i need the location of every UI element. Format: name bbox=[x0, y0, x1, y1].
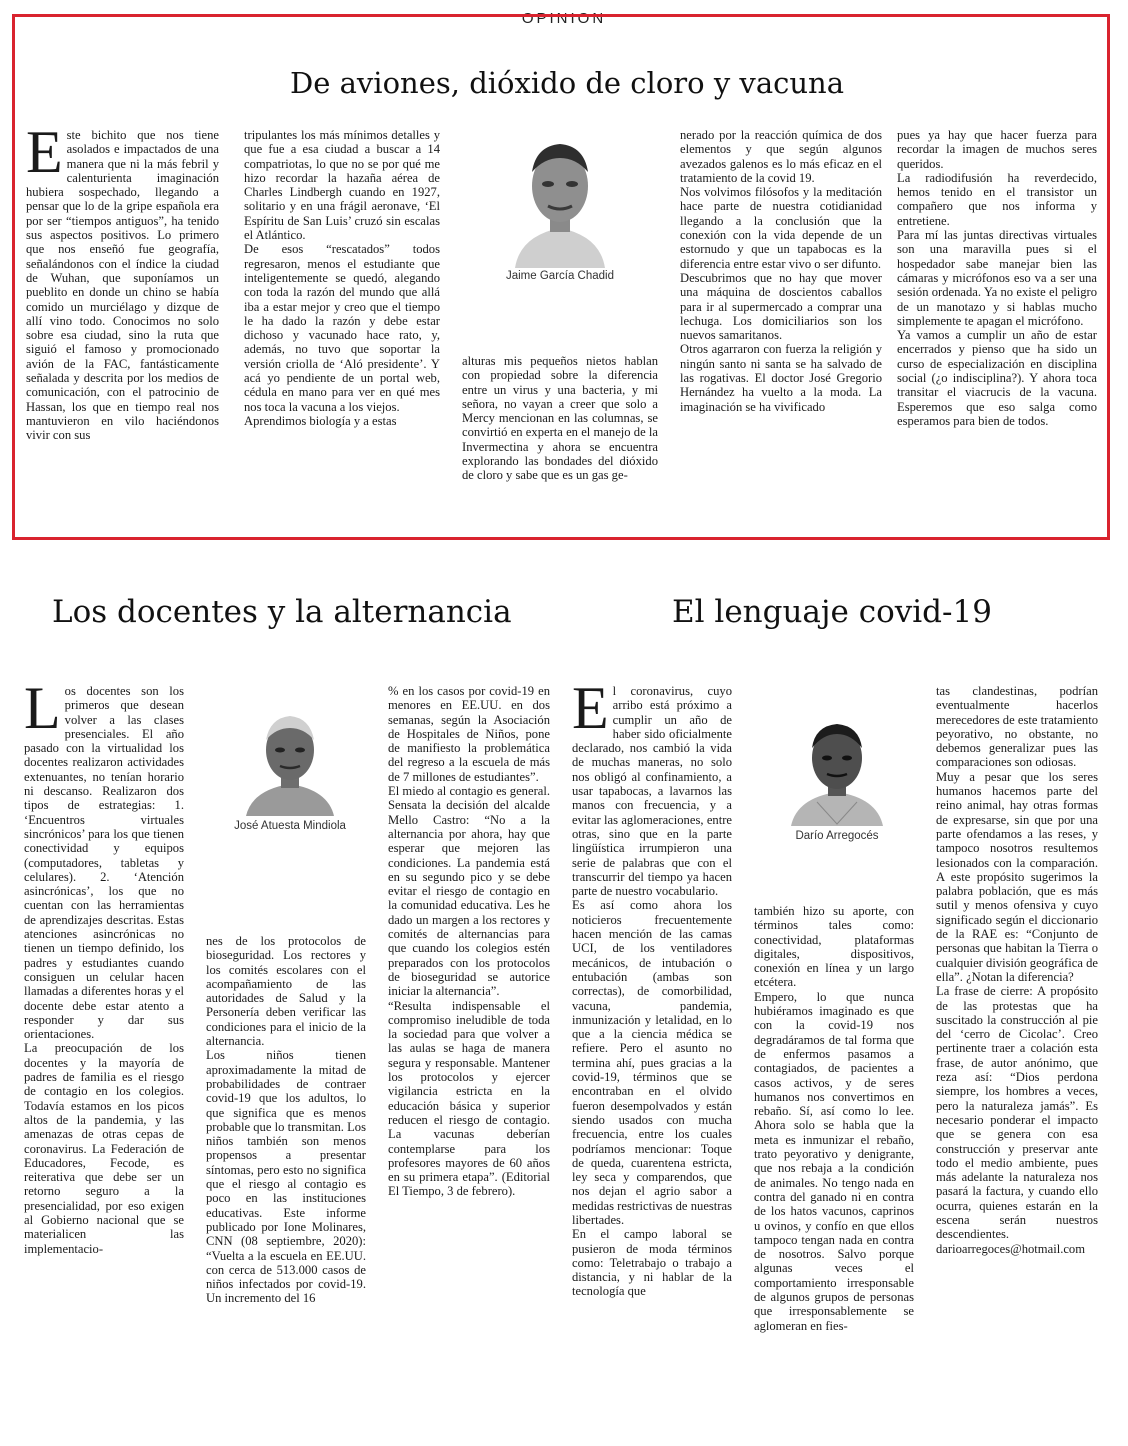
article1-col2-p1: tripulantes los más mínimos detalles y que fue a esa ciudad a buscar a 14 compatriotas, lo que no se por qué me hizo recordar la hazaña aérea de Charles Lindbergh cuando en 1927, solitario y en una frágil aeronave, ‘El Espíritu de San Luis’ cruzó sin escalas el Atlántico. bbox=[244, 128, 440, 243]
article1-col4-p4: Otros agarraron con fuerza la religión y ningún santo ni santa se ha salvado de las rogativas. El doctor José Gregorio Hernández ha vuelto a la moda. La imaginación se ha vivificado bbox=[680, 342, 882, 414]
article1-author-photo bbox=[470, 128, 650, 282]
article3-col3-p1: tas clandestinas, podrían eventualmente hacerlos merecedores de este tratamiento peyorativo, no obstante, no debemos generalizar pues las comparaciones son odiosas. bbox=[936, 684, 1098, 770]
article3-col3-p2: Muy a pesar que los seres humanos hacemos parte del reino animal, hay otras formas de expresarse, sin que por una parte ofendamos a las reses, y tampoco nosotros resultemos lesionados con la comparación. A este propósito sugerimos la palabra población, que es más sutil y menos ofensiva y cuyo significado según el diccionario de la RAE es: “Conjunto de personas que habitan la Tierra o cualquier división geográfica de ella”. ¿Notan la diferencia? bbox=[936, 769, 1098, 984]
article2-col2 bbox=[206, 934, 366, 1416]
article2-author: José Atuesta Mindiola bbox=[234, 820, 346, 832]
article3-author: Darío Arregocés bbox=[795, 830, 879, 842]
article1-author: Jaime García Chadid bbox=[505, 270, 615, 282]
article1-col2-p2: De esos “rescatados” todos regresaron, menos el estudiante que inteligentemente se quedó, alegando con toda la razón del mundo que allá iba a estar mejor y creo que el tiempo le ha dado la razón y debe estar dichoso y vacunado hace rato, y, además, no tuvo que soportar la versión criolla de ‘Aló presidente’. Y acá yo pendiente de un portal web, cédula en mano para ver en qué mes nos toca la vacuna a los viejos. bbox=[244, 242, 440, 414]
article2-col3-p3: “Resulta indispensable el compromiso ineludible de toda la sociedad para que volver a las aulas se haga de manera segura y responsable. Mantener los protocolos y ejercer vigilancia estricta en la educación básica y superior reducen el riesgo de contagio. La vacunas deberían contemplarse para los profesores mayores de 60 años en su primera etapa”. (Editorial El Tiempo, 3 de febrero). bbox=[388, 998, 550, 1199]
article1-col5-p2: La radiodifusión ha reverdecido, hemos tenido en el transistor un compañero que nos informa y entretiene. bbox=[897, 170, 1097, 228]
article2-author-photo bbox=[200, 704, 380, 832]
article2-col2-p2: Los niños tienen aproximadamente la mitad de probabilidades de contraer covid-19 que los adultos, lo que significa que es menos probable que lo transmitan. Los niños también son menos propensos a presentar síntomas, pero esto no significa que el riesgo al contagio es poco en las instituciones educativas. Este informe publicado por Ione Molinares, CNN (08 septiembre, 2020): “Vuelta a la escuela en EE.UU. con cerca de 513.000 casos de niños infectados por covid-19. Un incremento del 16 bbox=[206, 1048, 366, 1306]
author-portrait-icon bbox=[510, 128, 610, 268]
article2-col1 bbox=[24, 684, 184, 1416]
article2-dropcap: L bbox=[24, 684, 61, 741]
article1-dropcap: E bbox=[26, 128, 63, 185]
article3-col3 bbox=[936, 684, 1098, 1416]
article3-author-photo bbox=[752, 712, 922, 842]
section-label: OPINION bbox=[521, 10, 607, 27]
article1-col4 bbox=[680, 128, 882, 526]
article1-title: De aviones, dióxido de cloro y vacuna bbox=[290, 66, 844, 100]
author-portrait-icon bbox=[240, 704, 340, 816]
article3-dropcap: E bbox=[572, 684, 609, 741]
article3-col2 bbox=[754, 904, 914, 1416]
article1-col1 bbox=[26, 128, 219, 526]
article1-col4-p3: Descubrimos que no hay que mover una máquina de doscientos caballos para ir al supermercado a comprar una lechuga. Los domiciliarios son los nuevos samaritanos. bbox=[680, 270, 882, 343]
article3-col2-p1: también hizo su aporte, con términos tales como: conectividad, plataformas digitales, dispositivos, conexión en línea y un largo etcétera. bbox=[754, 904, 914, 990]
article2-col3-p1: % en los casos por covid-19 en menores en EE.UU. en dos semanas, según la Asociación de Hospitales de Niños, pone de manifiesto la problemática del regreso a la escuela de más de 7 millones de estudiantes”. bbox=[388, 684, 550, 784]
article1-col3-text: alturas mis pequeños nietos hablan con propiedad sobre la diferencia entre un virus y una bacteria, y mi señora, no vayan a creer que solo a Mercy mencionan en las columnas, se convirtió en experta en el manejo de la Invermectina y ahora se encuentra explorando las bondades del dióxido de cloro y sabe que es un gas ge- bbox=[462, 354, 658, 483]
article1-col3 bbox=[462, 354, 658, 526]
article1-col4-p2: Nos volvimos filósofos y la meditación hace parte de nuestra cotidianidad llegando a la conclusión que la conexión con la vida depende de un estornudo y que un tapabocas es la diferencia entre estar vivo o ser difunto. bbox=[680, 185, 882, 271]
article2-col3 bbox=[388, 684, 550, 1416]
article3-col1 bbox=[572, 684, 732, 1416]
article1-col5 bbox=[897, 128, 1097, 526]
article3-col1-p1: l coronavirus, cuyo arribo está próximo a cumplir un año de haber sido oficialmente declarado, nos cambió la vida de muchas maneras, no solo nos obligó al confinamiento, a usar tapabocas, a lavarnos las manos con frecuencia, y a evitar las aglomeraciones, entre otras, sino que en la parte lingüística irrumpieron una serie de palabras que con el transcurrir del tiempo ya hacen parte de nuestro vocabulario. bbox=[572, 684, 732, 899]
article3-title: El lenguaje covid-19 bbox=[672, 594, 992, 630]
article1-col2-p3: Aprendimos biología y a estas bbox=[244, 413, 397, 428]
article1-col5-p1: pues ya hay que hacer fuerza para recordar la imagen de muchos seres queridos. bbox=[897, 128, 1097, 171]
article3-col1-p3: En el campo laboral se pusieron de moda términos como: Teletrabajo o trabajo a distancia, y ni hablar de la tecnología que bbox=[572, 1227, 732, 1299]
article2-col1-p1: os docentes son los primeros que desean volver a las clases presenciales. El año pasado con la virtualidad los docentes realizaron actividades extenuantes, no tenían horario ni descanso. Realizaron dos tipos de estrategias: 1. ‘Encuentros virtuales sincrónicos’ para los que tienen conectividad y equipos (computadores, tabletas y celulares). 2. ‘Atención asincrónicas’, los que no cuentan con las herramientas de aprendizajes descritas. Estas atenciones asincrónicas no tienen un tiempo definido, los padres y estudiantes cuando consiguen un celular hacen llamadas a diferentes horas y el docente debe estar atento a responder y dar sus orientaciones. bbox=[24, 684, 184, 1042]
article2-col3-p2: El miedo al contagio es general. Sensata la decisión del alcalde Mello Castro: “No a la alternancia por ahora, hay que esperar que mejoren las condiciones. La pandemia está en su segundo pico y se debe evitar el riesgo de contagio en la comunidad educativa. Les he dado un margen a los rectores y comités de alternancias para que cuando los colegios estén preparados con los protocolos de bioseguridad se autorice iniciar la alternancia”. bbox=[388, 784, 550, 999]
article3-col2-p2: Empero, lo que nunca hubiéramos imaginado es que con la covid-19 nos degradáramos de tal forma que de enfermos pasamos a contagiados, de pacientes a casos activos, y de seres humanos nos convertimos en rebaño. Sí, así como lo lee. Ahora solo se habla que la meta es inmunizar el rebaño, trato peyorativo y denigrante, que nos rebaja a la condición de animales. No tengo nada en contra del ganado ni en contra de los hatos vacunos, caprinos u ovinos, y confío en que ellos tampoco tengan nada en contra de nosotros. Salvo porque algunas veces el comportamiento irresponsable de algunos grupos de personas que irresponsablemente se aglomeran en fies- bbox=[754, 989, 914, 1333]
article1-col2 bbox=[244, 128, 440, 526]
article3-col3-p3: La frase de cierre: A propósito de las protestas que ha suscitado la construcción al pie del ‘cerro de Cicolac’. Creo pertinente traer a colación esta frase, de autor anónimo, que reza así: “Dios perdona siempre, los hombres a veces, pero la naturaleza jamás”. Es necesario ponderar el impacto que se genera con esa construcción y preservar ante todo el medio ambiente, pues más adelante la naturaleza nos pasará la factura, y cuando ello ocurra, quienes estarán en la escena serán nuestros descendientes. darioarregoces@hotmail.com bbox=[936, 984, 1098, 1256]
author-portrait-icon bbox=[787, 712, 887, 826]
article1-col1-text: ste bichito que nos tiene asolados e impactados de una manera que ni la más febril y calenturienta imaginación hubiera sospechado, llegando a pensar que lo de la gripe española era por ser “tiempos antiguos”, ha tenido sus aspectos positivos. Lo primero que nos enseñó fue geografía, señalándonos con el índice la ciudad de Wuhan, que suponíamos un pueblito en donde un chino se había comido un murciélago y dizque de allí vino todo. Conocimos no solo sobre esa ciudad, sino la ruta que siguió el famoso y promocionado avión de la FAC, fantásticamente señalada y descrita por los medios de comunicación, con el patrocinio de Hassan, los que en tiempo real nos mantuvieron en vilo haciéndonos vivir con sus bbox=[26, 128, 219, 443]
article1-col5-p4: Ya vamos a cumplir un año de estar encerrados y pienso que ha sido un curso de especialización en disciplina social (¿o indisciplina?). Y ahora toca transitar el viacrucis de la vacuna. Esperemos que eso salga como esperamos para bien de todos. bbox=[897, 328, 1097, 428]
article2-col1-p2: La preocupación de los docentes y la mayoría de padres de familia es el riesgo de contagio en los colegios. Todavía estamos en los picos altos de la pandemia, y las amenazas de otras cepas de coronavirus. La Federación de Educadores, Fecode, es reiterativa que debe ser un retorno seguro a la presencialidad, por eso exigen al Gobierno nacional que se materialicen las implementacio- bbox=[24, 1041, 184, 1256]
article3-col1-p2: Es así como ahora los noticieros frecuentemente hacen mención de las camas UCI, de los ventiladores mecánicos, de intubación o entubación (ambas son correctas), de comorbilidad, vacuna, pandemia, inmunización y letalidad, en lo que a la ciencia médica se refiere. Pero el asunto no termina ahí, pues gracias a la covid-19, términos que se encontraban en el olvido fueron desempolvados y están siendo usados con mucha frecuencia, entre los cuales podríamos mencionar: Toque de queda, cuarentena estricta, ley seca y comparendos, que nos dejan el agrio sabor a medidas restrictivas de nuestras libertades. bbox=[572, 898, 732, 1227]
article2-title: Los docentes y la alternancia bbox=[52, 594, 512, 630]
article1-col4-p1: nerado por la reacción química de dos elementos y que según algunos avezados galenos es lo más eficaz en el tratamiento de la covid 19. bbox=[680, 128, 882, 185]
article1-col5-p3: Para mí las juntas directivas virtuales son una maravilla pues si el hospedador sabe manejar bien las cámaras y micrófonos eso va a ser una sesión ordenada. Ya no existe el peligro de un manotazo y si hablas mucho simplemente te apagan el micrófono. bbox=[897, 228, 1097, 328]
article2-col2-p1: nes de los protocolos de bioseguridad. Los rectores y los comités escolares con el acompañamiento de las autoridades de Salud y la Personería deben verificar las condiciones para el inicio de la alternancia. bbox=[206, 934, 366, 1049]
